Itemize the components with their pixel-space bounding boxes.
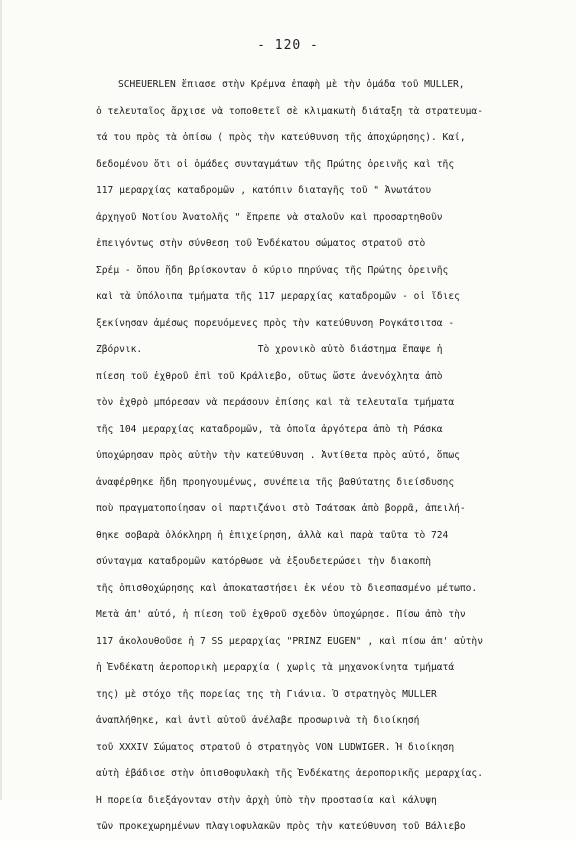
text-line: ποὺ πραγματοποίησαν οἱ παρτιζάνοι στὸ Τσάτσακ ἀπὸ βορρᾶ, ἀπειλή- [96, 503, 466, 514]
text-line: αὐτὴ ἐβάδισε στὴν ὀπισθοφυλακὴ τῆς Ἑνδέκατης ἀεροπορικῆς μεραρχίας. [96, 768, 483, 779]
text-line: της) μὲ στόχο τῆς πορείας της τὴ Γιάνια. Ὁ στρατηγὸς MULLER [96, 688, 437, 700]
text-line: ξεκίνησαν ἀμέσως πορευόμενες πρὸς τὴν κατεύθυνση Ρογκάτσιτσα - [96, 317, 455, 329]
text-line: καὶ τὰ ὑπόλοιπα τμήματα τῆς 117 μεραρχίας καταδρομῶν - οἱ ἴδιες [96, 291, 460, 302]
text-line: Σρέμ - ὅπου ἤδη βρίσκονταν ὁ κύριο πηρύνας τῆς Πρώτης ὀρεινῆς [96, 264, 449, 276]
text-line: θηκε σοβαρὰ ὁλόκληρη ἡ ἐπιχείρηση, ἀλλὰ καὶ παρὰ ταῦτα τὸ 724 [96, 529, 449, 541]
text-line: 117 μεραρχίας καταδρομῶν , κατόπιν διαταγῆς τοῦ " Ἀνωτάτου [96, 185, 432, 196]
text-line: τῆς ὀπισθοχώρησης καὶ ἀποκαταστήσει ἐκ νέου τὸ διεσπασμένο μέτωπο. [96, 582, 478, 594]
text-line: ἀναπλήθηκε, καὶ ἀντὶ αὐτοῦ ἀνέλαβε προσωρινὰ τὴ διοίκησή [96, 715, 420, 726]
text-line: ἡ Ἑνδέκατη ἀεροπορικὴ μεραρχία ( χωρὶς τὰ μηχανοκίνητα τμήματά [96, 662, 455, 673]
page-left-edge [0, 0, 2, 800]
text-line: τὸν ἐχθρὸ μπόρεσαν νὰ περάσουν ἐπίσης καὶ τὰ τελευταῖα τμήματα [96, 397, 455, 408]
text-line: σύνταγμα καταδρομῶν κατόρθωσε νὰ ἐξουδετερώσει τὴν διακοπὴ [96, 556, 432, 567]
text-line: δεδομένου ὅτι οἱ ὁμάδες συνταγμάτων τῆς Πρώτης ὀρεινῆς καὶ τῆς [96, 158, 455, 170]
text-line: πίεση τοῦ ἐχθροῦ ἐπὶ τοῦ Κράλιεβο, οὕτως ὥστε ἀνενόχλητα ἀπὸ [96, 370, 443, 382]
text-line: SCHEUERLEN ἔπιασε στὴν Κρέμνα ἐπαφὴ μὲ τὴν ὁμάδα τοῦ MULLER, [118, 79, 465, 90]
text-line: 117 ἀκολουθοῦσε ἡ 7 SS μεραρχίας "PRINZ EUGEN" , καὶ πίσω ἀπ' αὐτὴν [96, 635, 483, 647]
text-line: Ζβόρνικ. Τὸ χρονικὸ αὐτὸ διάστημα ἔπαψε ἡ [96, 344, 443, 355]
text-line: ὁ τελευταῖος ἄρχισε νὰ τοποθετεῖ σὲ κλιμακωτὴ διάταξη τὰ στρατευμα- [96, 105, 483, 117]
text-line: τῆς 104 μεραρχίας καταδρομῶν, τὰ ὁποῖα ἀργότερα ἀπὸ τὴ Ράσκα [96, 423, 443, 435]
text-line: ἀναφέρθηκε ἤδη προηγουμένως, συνέπεια τῆς βαθύτατης διείσδυσης [96, 476, 455, 488]
text-line: τῶν προκεχωρημένων πλαγιοφυλακῶν πρὸς τὴν κατεύθυνση τοῦ Βάλιεβο [96, 821, 466, 832]
text-line: ἐπειγόντως στὴν σύνθεση τοῦ Ἑνδέκατου σώματος στρατοῦ στὸ [96, 238, 426, 249]
text-line: τά του πρὸς τὰ ὀπίσω ( πρὸς τὴν κατεύθυνση τῆς ἀποχώρησης). Καί, [96, 132, 466, 143]
page-number: - 120 - [257, 38, 319, 53]
text-line: Μετὰ ἀπ' αὐτό, ἡ πίεση τοῦ ἐχθροῦ σχεδὸν ὑποχώρησε. Πίσω ἀπὸ τὴν [96, 609, 466, 620]
text-line: τοῦ XXXIV Σώματος στρατοῦ ὁ στρατηγὸς VON LUDWIGER. Ἡ διοίκηση [96, 741, 455, 753]
typewritten-body [96, 72, 566, 841]
text-line: ἀρχηγοῦ Νοτίου Ἀνατολῆς " ἔπρεπε νὰ σταλοῦν καὶ προσαρτηθοῦν [96, 211, 443, 223]
text-line: Ἡ πορεία διεξάγονταν στὴν ἀρχὴ ὑπὸ τὴν προστασία καὶ κάλυψη [96, 794, 437, 806]
text-line: ὑποχώρησαν πρὸς αὐτὴν τὴν κατεύθυνση . Ἀντίθετα πρὸς αὐτό, ὅπως [96, 450, 460, 461]
